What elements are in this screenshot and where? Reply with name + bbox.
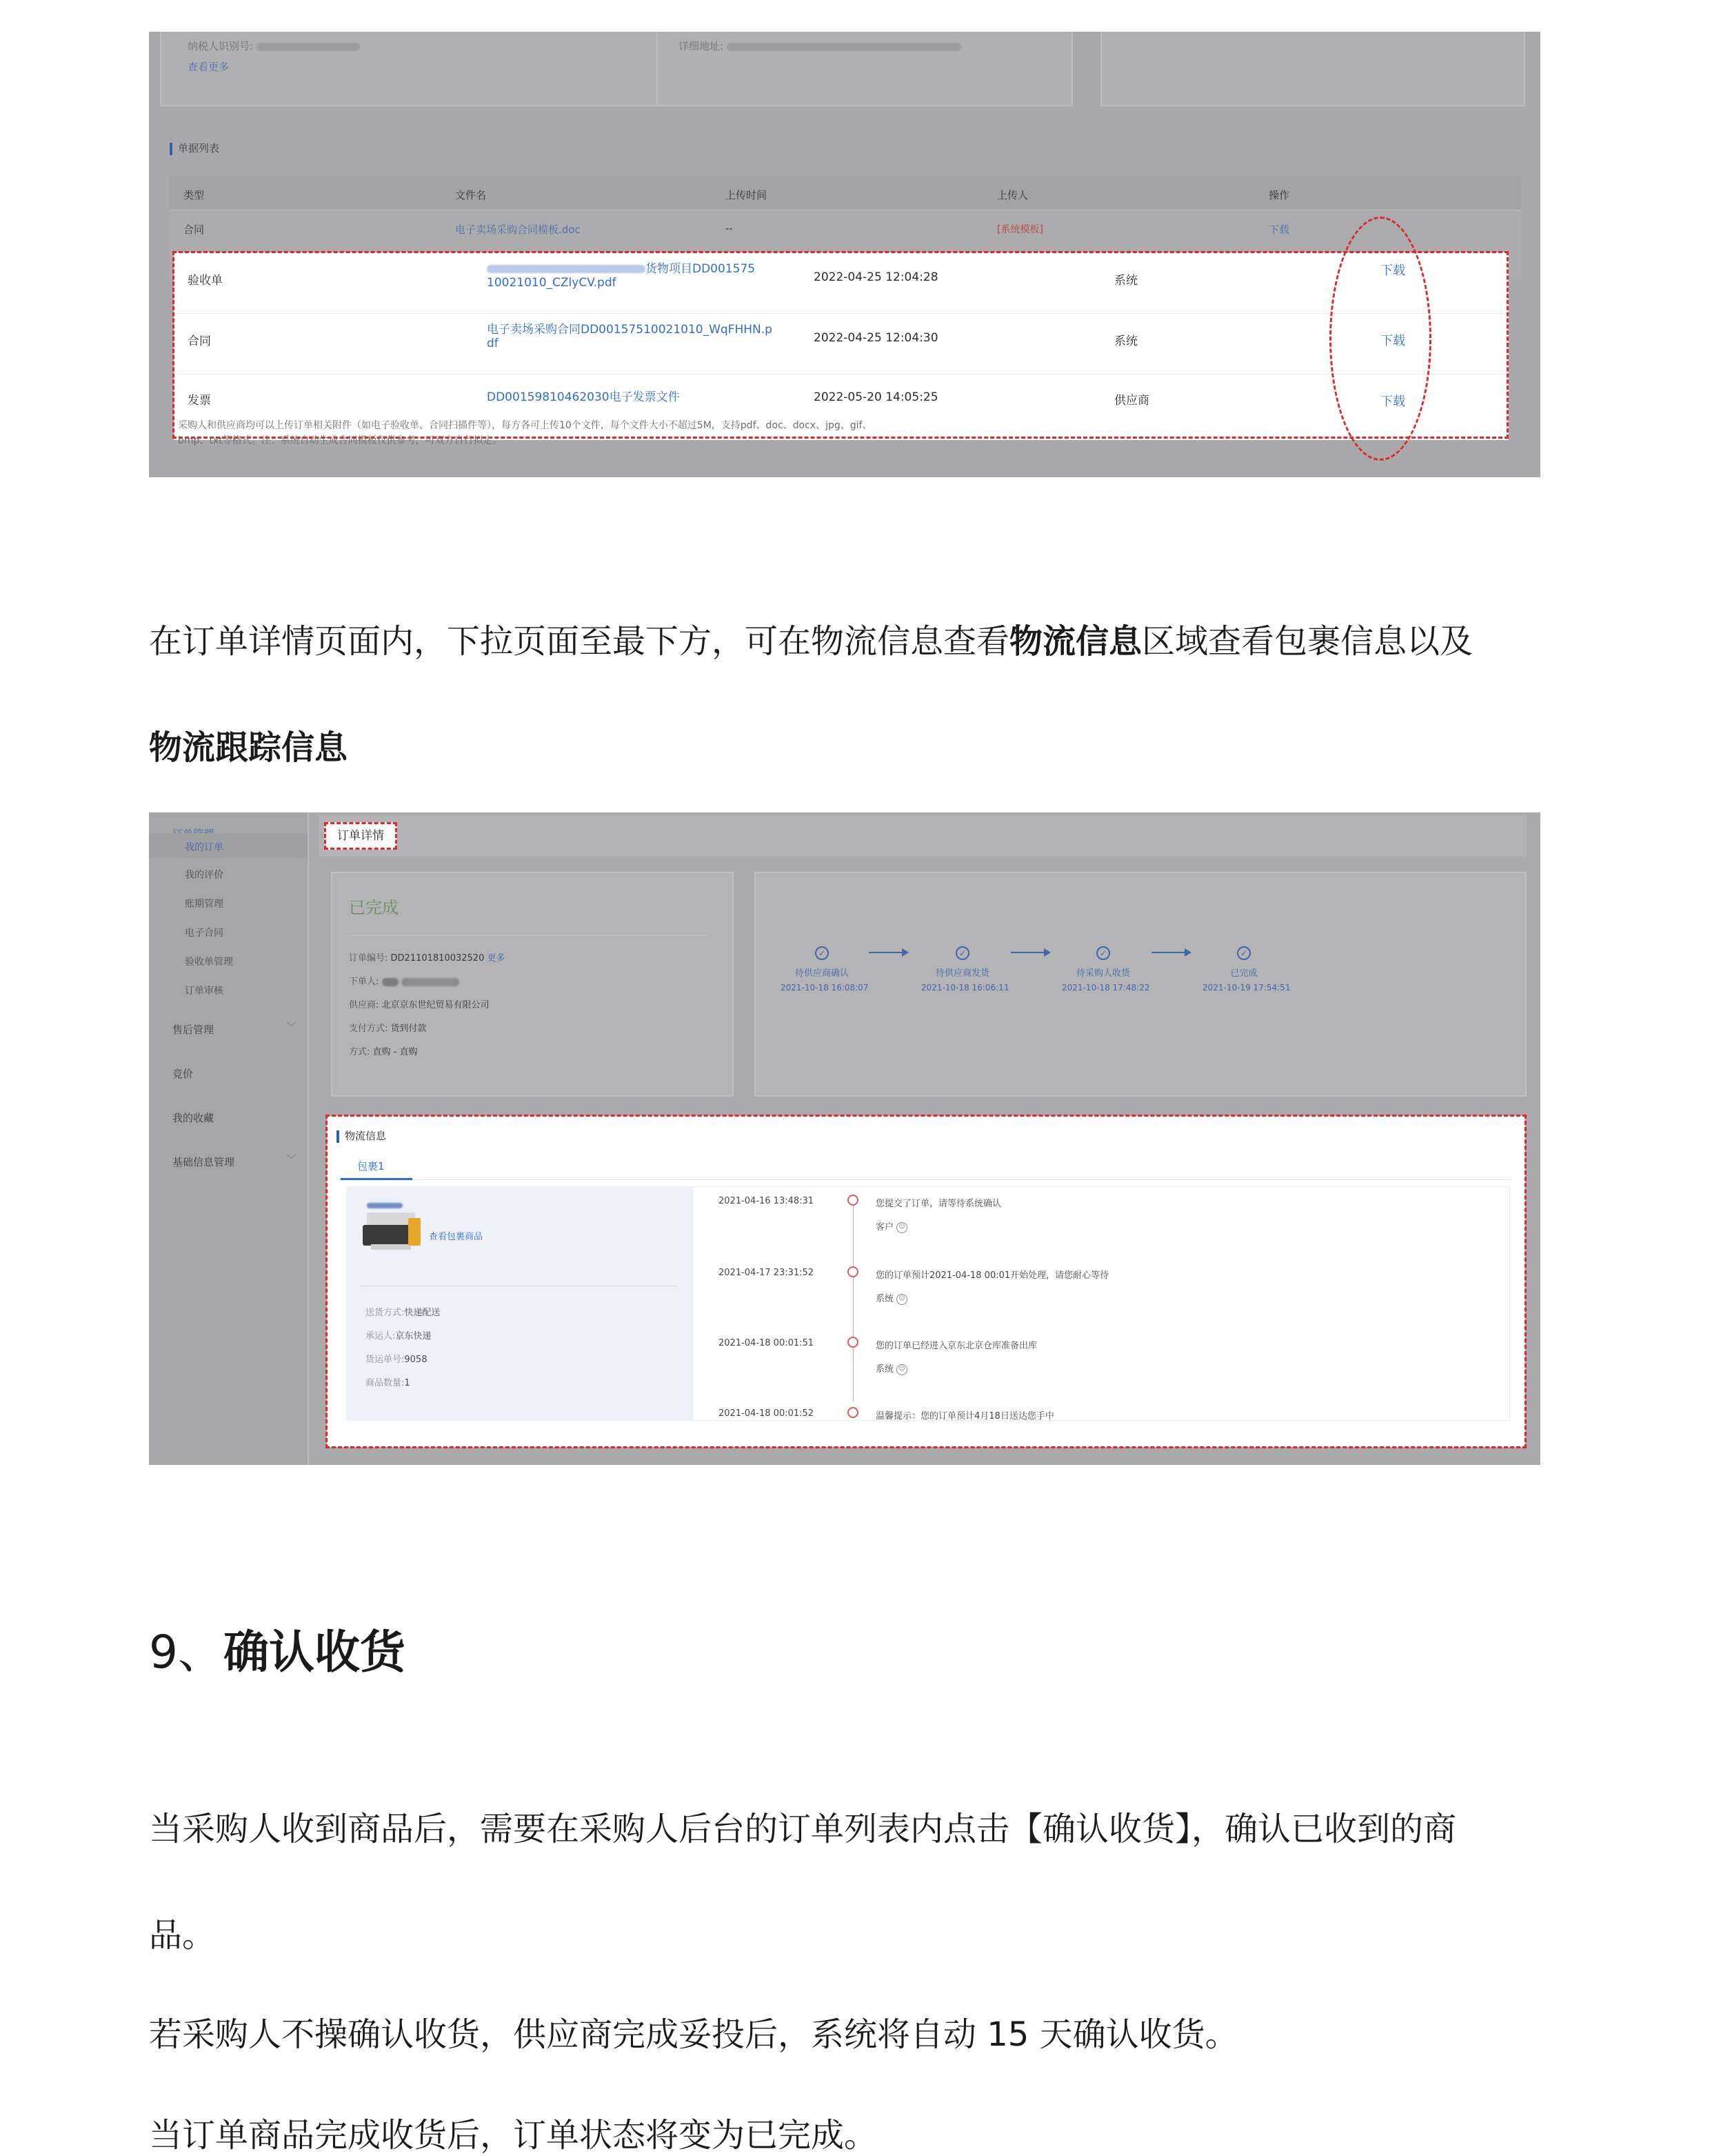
tracking-number: 货运单号:9058 [365, 1355, 428, 1365]
section-heading: 9、确认收货 [149, 1626, 405, 1679]
timeline-actor: 系统 ☺ [876, 1361, 907, 1375]
check-circle-icon: ✓ [956, 946, 969, 960]
order-detail-screenshot [149, 812, 1540, 1465]
sidebar-item-my-orders[interactable]: 我的订单 [185, 842, 223, 853]
smile-icon: ☺ [896, 1364, 907, 1375]
blurred-taxpayer-id [256, 43, 360, 51]
timeline-actor: 系统 ☺ [876, 1291, 907, 1305]
address-card [656, 32, 1073, 106]
logistics-paragraph-line2 [149, 727, 348, 768]
order-summary-panel [331, 872, 734, 1097]
rows-highlight-box [172, 251, 1509, 439]
timeline-text: 您的订单已经进入京东北京仓库准备出库 [876, 1341, 1038, 1351]
goods-quantity: 商品数量:1 [365, 1378, 410, 1388]
sidebar-item-after-sales[interactable]: 售后管理 [172, 1024, 214, 1036]
sidebar-item-bidding[interactable]: 竞价 [172, 1068, 194, 1080]
row-uploader: 系统 [1114, 274, 1138, 288]
timeline-time: 2021-04-18 00:01:52 [718, 1408, 814, 1419]
confirm-paragraph-line2: 品。 [149, 1916, 216, 1955]
timeline-time: 2021-04-18 00:01:51 [718, 1338, 814, 1348]
sidebar-item-my-reviews[interactable]: 我的评价 [185, 870, 223, 881]
progress-step: ✓ 待供应商确认 2021-10-18 16:08:07 [781, 946, 863, 992]
more-link[interactable]: 更多 [487, 953, 505, 964]
template-file-link[interactable]: 电子卖场采购合同模板.doc [455, 223, 581, 236]
tab-order-detail[interactable]: 订单详情 [324, 822, 397, 850]
status-paragraph: 当订单商品完成收货后，订单状态将变为已完成。 [149, 2116, 878, 2155]
auto-confirm-paragraph: 若采购人不操确认收货，供应商完成妥投后，系统将自动 15 天确认收货。 [149, 2015, 1238, 2054]
tab-bar [319, 815, 1527, 857]
row-uploader: 供应商 [1114, 394, 1149, 408]
row-type: 验收单 [188, 274, 223, 288]
payment-method: 支付方式: 货到付款 [349, 1024, 427, 1034]
acceptance-file-link[interactable]: 货物项目DD001575 10021010_CZlyCV.pdf [487, 262, 756, 290]
document-list-screenshot [149, 32, 1540, 477]
col-filename: 文件名 [455, 189, 487, 201]
check-circle-icon: ✓ [1096, 946, 1110, 960]
download-highlight-ellipse [1329, 217, 1431, 461]
blurred-address [727, 43, 961, 51]
col-action: 操作 [1269, 189, 1290, 201]
check-circle-icon: ✓ [1237, 946, 1251, 960]
active-item-highlight [149, 833, 308, 858]
arrow-right-icon [869, 952, 907, 953]
chevron-down-icon: ﹀ [287, 1022, 296, 1032]
address-label: 详细地址: [678, 40, 724, 52]
sidebar-item-favorites[interactable]: 我的收藏 [172, 1112, 214, 1124]
download-link[interactable]: 下载 [1269, 223, 1290, 236]
contract-file-link[interactable]: 电子卖场采购合同DD00157510021010_WqFHHN.p df [487, 323, 772, 350]
col-type: 类型 [183, 189, 205, 201]
confirm-paragraph: 当采购人收到商品后，需要在采购人后台的订单列表内点击【确认收货】，确认已收到的商 [149, 1810, 1457, 1848]
view-more-link[interactable]: 查看更多 [188, 61, 230, 73]
progress-step: ✓ 待采购人收货 2021-10-18 17:48:22 [1062, 946, 1145, 992]
row-time: 2022-04-25 12:04:28 [814, 270, 938, 284]
sidebar-item-basic-info[interactable]: 基础信息管理 [172, 1156, 235, 1168]
blurred-phone [401, 978, 459, 986]
divider [349, 935, 707, 936]
download-link[interactable]: 下载 [1380, 334, 1405, 348]
blurred-name [382, 978, 399, 986]
order-status: 已完成 [349, 898, 399, 917]
smile-icon: ☺ [896, 1222, 907, 1233]
arrow-right-icon [1011, 952, 1049, 953]
taxpayer-label: 纳税人识别号: [188, 40, 254, 52]
sidebar-item-order-review[interactable]: 订单审核 [185, 986, 223, 997]
row-type: 发票 [188, 394, 211, 408]
timeline-text: 您提交了订单，请等待系统确认 [876, 1199, 1002, 1209]
order-number: 订单编号: DD21101810032520 更多 [349, 953, 505, 964]
orderer: 下单人: [349, 974, 459, 987]
table-header [170, 177, 1521, 210]
smile-icon: ☺ [896, 1294, 907, 1305]
logistics-paragraph: 在订单详情页面内，下拉页面至最下方，可在物流信息查看物流信息区域查看包裹信息以及 [149, 622, 1473, 661]
sidebar [149, 812, 309, 1465]
tab-package-1[interactable]: 包裹1 [357, 1160, 385, 1172]
check-circle-icon: ✓ [815, 946, 829, 960]
bold-logistics: 物流信息 [1009, 622, 1143, 661]
download-link[interactable]: 下载 [1380, 395, 1405, 409]
row-type: 合同 [188, 335, 211, 348]
timeline-time: 2021-04-17 23:31:52 [718, 1268, 814, 1278]
empty-card [1100, 32, 1525, 106]
timeline-actor: 客户 ☺ [876, 1219, 907, 1233]
supplier: 供应商: 北京京东世纪贸易有限公司 [349, 1000, 490, 1010]
timeline-text: 温馨提示：您的订单预计4月18日送达您手中 [876, 1411, 1054, 1421]
order-progress-panel [754, 872, 1527, 1097]
progress-step: ✓ 已完成 2021-10-19 17:54:51 [1203, 946, 1285, 992]
progress-step: ✓ 待供应商发货 2021-10-18 16:06:11 [921, 946, 1004, 992]
sidebar-item-billing[interactable]: 账期管理 [185, 899, 223, 910]
bold-tracking: 物流跟踪信息 [149, 728, 348, 767]
upload-note: 采购人和供应商均可以上传订单相关附件（如电子验收单、合同扫描件等），每方各可上传10个文件，每个文件大小不超过5M，支持pdf、doc、docx、jpg、gif、 bmp、txt等格式。注：系统自动生成合同模板仅供参考，可双方自行拟定。 [178, 420, 872, 446]
sidebar-item-acceptance[interactable]: 验收单管理 [185, 957, 233, 968]
invoice-file-link[interactable]: DD00159810462030电子发票文件 [487, 390, 680, 404]
logistics-highlight-box [325, 1115, 1527, 1448]
download-link[interactable]: 下载 [1380, 263, 1405, 278]
col-upload-time: 上传时间 [725, 189, 767, 201]
row-time: -- [725, 222, 733, 234]
document-list-title: 单据列表 [170, 141, 219, 155]
col-uploader: 上传人 [997, 189, 1029, 201]
chevron-down-icon: ﹀ [287, 1155, 296, 1165]
logistics-title: 物流信息 [336, 1128, 386, 1143]
carrier: 承运人:京东快递 [365, 1331, 432, 1341]
view-package-goods-link[interactable]: 查看包裹商品 [429, 1232, 483, 1242]
purchase-method: 方式: 直购 - 直购 [349, 1047, 418, 1057]
arrow-right-icon [1151, 952, 1190, 953]
ship-method: 送货方式:快递配送 [365, 1308, 441, 1318]
row-uploader: 系统 [1114, 335, 1138, 348]
row-time: 2022-04-25 12:04:30 [814, 331, 938, 345]
timeline-text: 您的订单预计2021-04-18 00:01开始处理，请您耐心等待 [876, 1270, 1109, 1281]
timeline-time: 2021-04-16 13:48:31 [718, 1196, 814, 1206]
sidebar-item-e-contract[interactable]: 电子合同 [185, 928, 223, 939]
row-uploader: [系统模板] [997, 224, 1043, 235]
row-time: 2022-05-20 14:05:25 [814, 390, 938, 404]
row-type: 合同 [183, 223, 205, 236]
